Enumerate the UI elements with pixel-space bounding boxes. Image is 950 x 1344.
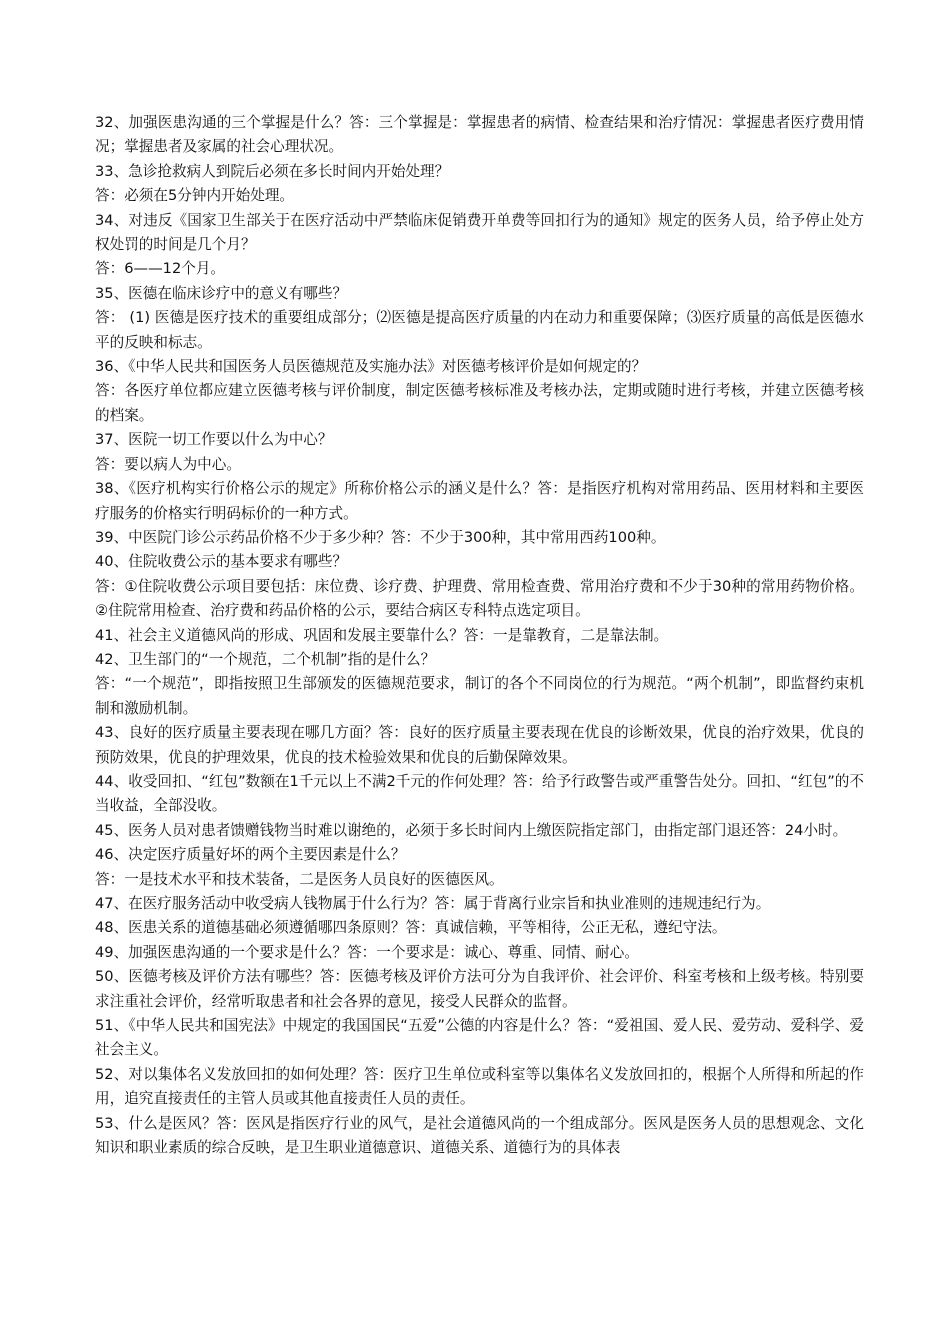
paragraph-q44: 44、收受回扣、“红包”数额在1千元以上不满2千元的作何处理？答：给予行政警告或严重警告处分。回扣、“红包”的不当收益，全部没收。: [95, 772, 864, 815]
paragraph-q47: 47、在医疗服务活动中收受病人钱物属于什么行为？答：属于背离行业宗旨和执业准则的违规违纪行为。: [95, 895, 771, 912]
paragraph-q40: 40、住院收费公示的基本要求有哪些？: [95, 553, 348, 571]
paragraph-q32: 32、加强医患沟通的三个掌握是什么？答：三个掌握是：掌握患者的病情、检查结果和治疗情况：掌握患者医疗费用情况；掌握患者及家属的社会心理状况。: [95, 114, 864, 156]
paragraph-q43: 43、良好的医疗质量主要表现在哪几方面？答：良好的医疗质量主要表现在优良的诊断效果，优良的治疗效果，优良的预防效果，优良的护理效果，优良的技术检验效果和优良的后勤保障效果。: [95, 724, 864, 766]
paragraph-q36: 36、《中华人民共和国医务人员医德规范及实施办法》对医德考核评价是如何规定的？: [95, 358, 647, 376]
paragraph-q38: 38、《医疗机构实行价格公示的规定》所称价格公示的涵义是什么？答：是指医疗机构对常用药品、医用材料和主要医疗服务的价格实行明码标价的一种方式。: [95, 480, 864, 522]
paragraph-a35: 答： (1) 医德是医疗技术的重要组成部分；⑵医德是提高医疗质量的内在动力和重要保障；⑶医疗质量的高低是医德水平的反映和标志。: [95, 309, 864, 351]
paragraph-a34: 答：6——12个月。: [95, 260, 226, 278]
paragraph-q33: 33、急诊抢救病人到院后必须在多长时间内开始处理？: [95, 162, 450, 180]
paragraph-q45: 45、医务人员对患者馈赠钱物当时难以谢绝的，必须于多长时间内上缴医院指定部门，由指定部门退还答：24小时。: [95, 821, 848, 839]
paragraph-q37: 37、医院一切工作要以什么为中心？: [95, 431, 333, 449]
paragraph-q39: 39、中医院门诊公示药品价格不少于多少种？答：不少于300种，其中常用西药100种。: [95, 528, 666, 546]
paragraph-a33: 答：必须在5分钟内开始处理。: [95, 187, 295, 205]
paragraph-q52: 52、对以集体名义发放回扣的如何处理？答：医疗卫生单位或科室等以集体名义发放回扣的，根据个人所得和所起的作用，追究直接责任的主管人员或其他直接责任人员的责任。: [95, 1065, 864, 1108]
paragraph-q51: 51、《中华人民共和国宪法》中规定的我国国民“五爱”公德的内容是什么？答：“爱祖国、爱人民、爱劳动、爱科学、爱社会主义。: [95, 1017, 864, 1059]
paragraph-q35: 35、医德在临床诊疗中的意义有哪些？: [95, 284, 348, 302]
paragraph-q41: 41、社会主义道德风尚的形成、巩固和发展主要靠什么？答：一是靠教育，二是靠法制。: [95, 626, 669, 644]
paragraph-q34: 34、对违反《国家卫生部关于在医疗活动中严禁临床促销费开单费等回扣行为的通知》规定的医务人员，给予停止处方权处罚的时间是几个月？: [95, 211, 864, 254]
paragraph-a37: 答：要以病人为中心。: [95, 455, 241, 473]
paragraph-a40: 答：①住院收费公示项目要包括：床位费、诊疗费、护理费、常用检查费、常用治疗费和不少于30种的常用药物价格。②住院常用检查、治疗费和药品价格的公示，要结合病区专科特点选定项目。: [95, 577, 864, 620]
paragraph-a36: 答：各医疗单位都应建立医德考核与评价制度，制定医德考核标准及考核办法，定期或随时进行考核，并建立医德考核的档案。: [95, 382, 864, 424]
paragraph-a42: 答：“一个规范”，即指按照卫生部颁发的医德规范要求，制订的各个不同岗位的行为规范。“两个机制”，即监督约束机制和激励机制。: [95, 675, 864, 717]
paragraph-q49: 49、加强医患沟通的一个要求是什么？答：一个要求是：诚心、尊重、同情、耐心。: [95, 943, 639, 961]
paragraph-q48: 48、医患关系的道德基础必须遵循哪四条原则？答：真诚信赖，平等相待，公正无私，遵纪守法。: [95, 919, 727, 937]
paragraph-q53: 53、什么是医风？答：医风是指医疗行业的风气，是社会道德风尚的一个组成部分。医风是医务人员的思想观念、文化知识和职业素质的综合反映，是卫生职业道德意识、道德关系、道德行为的具体表: [95, 1114, 864, 1157]
paragraph-q42: 42、卫生部门的“一个规范，二个机制”指的是什么？: [95, 650, 436, 668]
paragraph-a46: 答：一是技术水平和技术装备，二是医务人员良好的医德医风。: [95, 870, 504, 888]
paragraph-q50: 50、医德考核及评价方法有哪些？答：医德考核及评价方法可分为自我评价、社会评价、科室考核和上级考核。特别要求注重社会评价，经常听取患者和社会各界的意见，接受人民群众的监督。: [95, 968, 864, 1010]
paragraph-q46: 46、决定医疗质量好坏的两个主要因素是什么？: [95, 846, 406, 864]
